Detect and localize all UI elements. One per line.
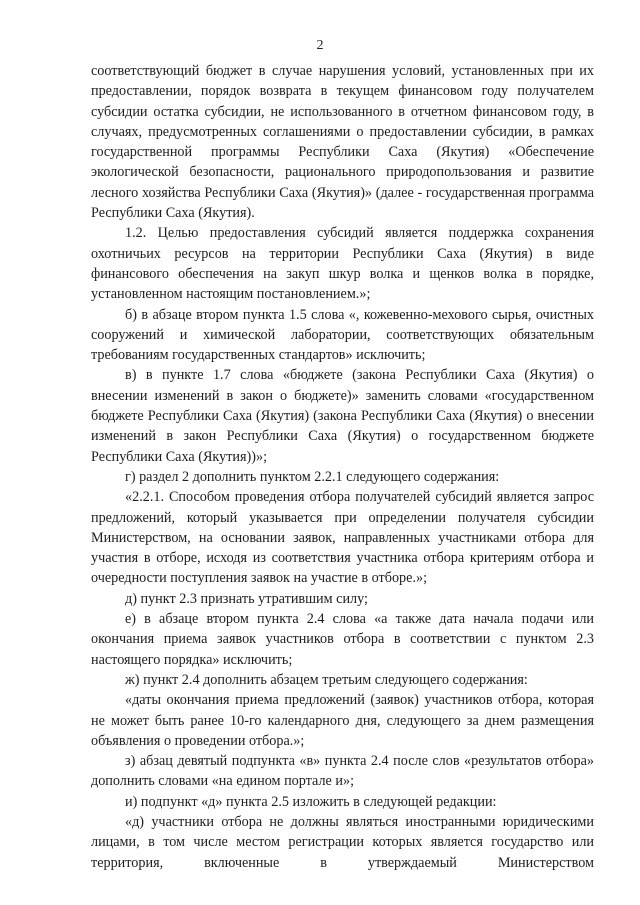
paragraph-deadline-dates: «даты окончания приема предложений (заявок) участников отбора, которая не может быть ранее 10-го календарного дня, следующего за днем размещения объявления о проведении отбора.»; [91,692,594,749]
paragraph-item-d: д) пункт 2.3 признать утратившим силу; [125,590,368,607]
paragraph-continuation: соответствующий бюджет в случае нарушения условий, установленных при их предоставлении, порядок возврата в текущем финансовом году получателем субсидии остатка субсидии, не использованного в отчетном финансовом году, в случаях, предусмотренных соглашениями о предоставлении субсидии, в рамках государственной программы Республики Саха (Якутия) «Обеспечение экологической безопасности, рационального природопользования и развитие лесного хозяйства Республики Саха (Якутия)» (далее - государственная программа Республики Саха (Якутия). [91,63,594,222]
paragraph-2-2-1: «2.2.1. Способом проведения отбора получателей субсидий является запрос предложений, который указывается при определении получателя субсидии Министерством, на основании заявок, направленных участниками отбора для участия в отборе, исходя из соответствия участника отбора критериям отбора и очередности поступления заявок на участие в отборе.»; [91,489,594,587]
paragraph-item-z: з) абзац девятый подпункта «в» пункта 2.4 после слов «результатов отбора» дополнить словами «на едином портале и»; [91,753,594,790]
paragraph-item-e: е) в абзаце втором пункта 2.4 слова «а также дата начала подачи или окончания приема заявок участников отбора в соответствии с пунктом 2.3 настоящего порядка» исключить; [91,611,594,668]
paragraph-1-2-purpose: 1.2. Целью предоставления субсидий является поддержка сохранения охотничьих ресурсов на территории Республики Саха (Якутия) в виде финансового обеспечения на закуп шкур волка и щенков волка в порядке, установленном настоящим постановлением.»; [91,225,594,303]
paragraph-subitem-d: «д) участники отбора не должны являться иностранными юридическими лицами, в том числе местом регистрации которых является государство или территория, включенные в утверждаемый Министерством [91,813,594,871]
paragraph-item-zh: ж) пункт 2.4 дополнить абзацем третьим следующего содержания: [125,671,528,688]
paragraph-item-b: б) в абзаце втором пункта 1.5 слова «, кожевенно-мехового сырья, очистных сооружений и химической лаборатории, соответствующих обязательным требованиям государственных стандартов» исключить; [91,306,594,364]
paragraph-item-i: и) подпункт «д» пункта 2.5 изложить в следующей редакции: [125,793,497,810]
paragraph-item-v: в) в пункте 1.7 слова «бюджете (закона Республики Саха (Якутия) о внесении изменений в закон о бюджете)» заменить словами «государственном бюджете Республики Саха (Якутия) (закона Республики Саха (Якутия) о внесении изменений в закон Республики Саха (Якутия) о государственном бюджете Республики Саха (Якутия))»; [91,367,594,465]
document-body [91,61,594,873]
page-number: 2 [316,38,324,53]
paragraph-item-g: г) раздел 2 дополнить пунктом 2.2.1 следующего содержания: [125,468,500,485]
